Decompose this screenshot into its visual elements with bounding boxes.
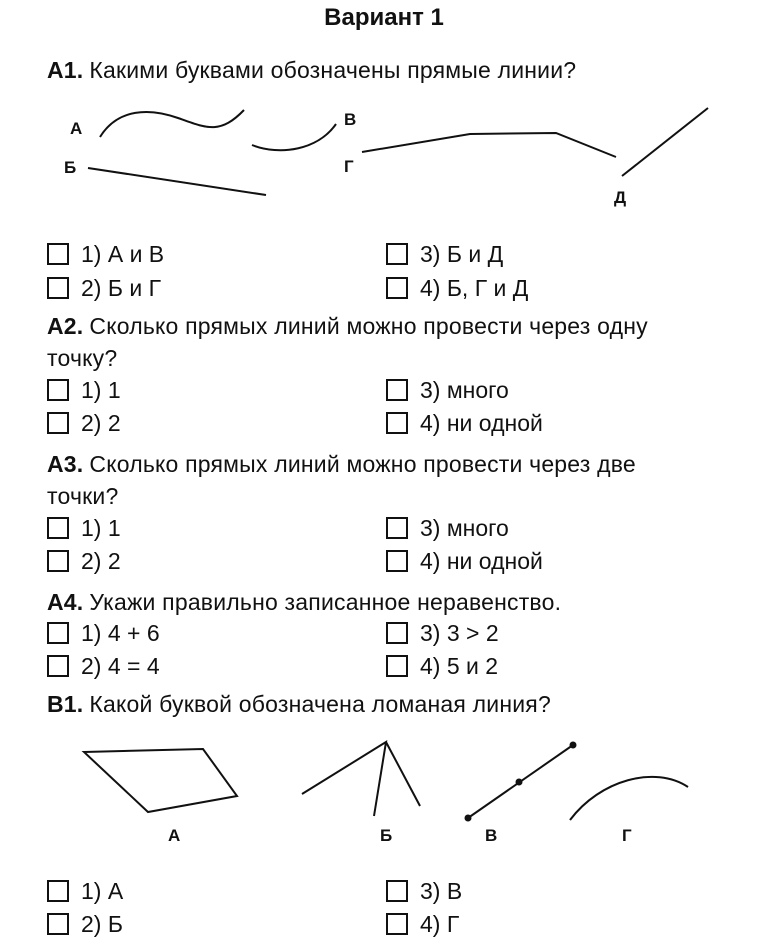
a2-option-1[interactable] [47,377,121,403]
checkbox[interactable] [47,622,69,644]
a1-line-a-wavy [100,110,244,137]
checkbox[interactable] [386,277,408,299]
b1-figure-g-arc [570,777,688,820]
option-label: 1) А [81,877,124,904]
b1-figure-v-point [465,815,472,822]
question-number: А2. [47,313,84,339]
a1-label-g: Г [344,157,354,176]
b1-option-3[interactable] [386,878,462,904]
checkbox[interactable] [47,243,69,265]
option-label: 2) Б и Г [81,274,162,301]
b1-label-g: Г [622,826,632,845]
question-number: A1. [47,57,84,83]
option-label: 3) много [420,514,509,541]
a2-option-2[interactable] [47,410,121,436]
question-number: В1. [47,691,84,717]
question-a3 [47,448,737,512]
checkbox[interactable] [47,550,69,572]
b1-figure-v-point [516,779,523,786]
option-label: 3) В [420,877,463,904]
a1-label-d: Д [614,188,627,207]
a4-option-1[interactable] [47,620,160,646]
option-label: 1) 1 [81,376,121,403]
b1-figure-a-quadrilateral [84,749,237,812]
a1-option-3[interactable] [386,241,503,267]
checkbox[interactable] [386,913,408,935]
checkbox[interactable] [47,880,69,902]
a1-line-g-broken [362,133,616,157]
a1-line-b-straight [88,168,266,195]
option-label: 4) 5 и 2 [420,652,499,679]
b1-label-a: А [168,826,181,845]
a3-option-1[interactable] [47,515,121,541]
checkbox[interactable] [386,412,408,434]
checkbox[interactable] [386,517,408,539]
b1-figure-v-point [570,742,577,749]
checkbox[interactable] [386,655,408,677]
b1-label-v: В [485,826,498,845]
question-b1 [47,688,737,720]
question-text: Какой буквой обозначена ломаная линия? [89,691,551,717]
a1-line-v-curve [252,124,336,150]
b1-label-b: Б [380,826,393,845]
question-text-cont: точки? [47,483,119,509]
b1-figure-b-broken [302,742,386,816]
checkbox[interactable] [386,379,408,401]
option-label: 4) Г [420,910,460,937]
a1-option-4[interactable] [386,275,528,301]
checkbox[interactable] [47,655,69,677]
question-text: Укажи правильно записанное неравенство. [89,589,562,615]
page-title: Вариант 1 [324,4,444,31]
question-a2 [47,310,737,374]
b1-option-1[interactable] [47,878,123,904]
a2-option-4[interactable] [386,410,543,436]
a3-option-2[interactable] [47,548,121,574]
option-label: 4) Б, Г и Д [420,274,529,301]
b1-option-2[interactable] [47,911,123,937]
checkbox[interactable] [47,913,69,935]
checkbox[interactable] [47,412,69,434]
b1-figure-b-segment [386,742,420,806]
option-label: 3) много [420,376,509,403]
question-a4 [47,586,737,618]
option-label: 2) Б [81,910,123,937]
a4-option-4[interactable] [386,653,498,679]
a1-label-a: А [70,119,83,138]
option-label: 4) ни одной [420,409,543,436]
option-label: 3) 3 > 2 [420,619,499,646]
a3-option-3[interactable] [386,515,509,541]
question-number: А3. [47,451,84,477]
option-label: 2) 4 = 4 [81,652,160,679]
question-number: А4. [47,589,84,615]
question-text: Сколько прямых линий можно провести через две [89,451,636,477]
b1-option-4[interactable] [386,911,459,937]
a1-label-b: Б [64,158,77,177]
option-label: 2) 2 [81,409,121,436]
checkbox[interactable] [47,517,69,539]
a4-option-3[interactable] [386,620,499,646]
a1-option-2[interactable] [47,275,161,301]
option-label: 4) ни одной [420,547,543,574]
a4-option-2[interactable] [47,653,160,679]
question-text: Какими буквами обозначены прямые линии? [89,57,577,83]
checkbox[interactable] [386,243,408,265]
option-label: 2) 2 [81,547,121,574]
a1-line-d-straight [622,108,708,176]
option-label: 1) А и В [81,240,165,267]
option-label: 3) Б и Д [420,240,504,267]
a2-option-3[interactable] [386,377,509,403]
a3-option-4[interactable] [386,548,543,574]
option-label: 1) 1 [81,514,121,541]
option-label: 1) 4 + 6 [81,619,160,646]
question-text: Сколько прямых линий можно провести через одну [89,313,648,339]
checkbox[interactable] [47,379,69,401]
checkbox[interactable] [386,622,408,644]
a1-label-v: В [344,110,357,129]
question-text-cont: точку? [47,345,118,371]
checkbox[interactable] [47,277,69,299]
checkbox[interactable] [386,550,408,572]
a1-option-1[interactable] [47,241,164,267]
checkbox[interactable] [386,880,408,902]
